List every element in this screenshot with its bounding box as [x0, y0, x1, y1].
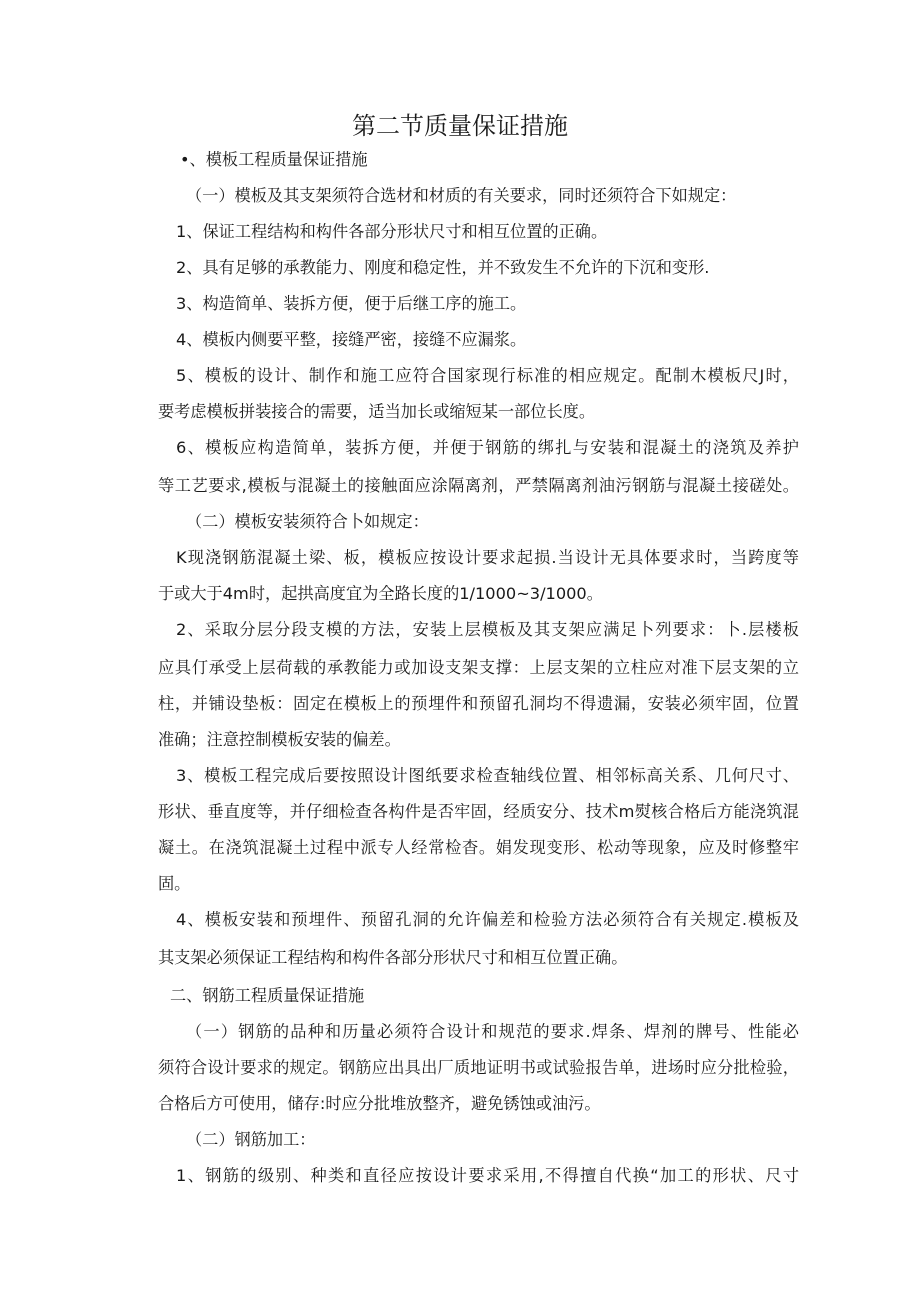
text-line: 柱，并铺设垫板：固定在模板上的预埋件和预留孔洞均不得遗漏，安装必须牢固，位置 [158, 694, 799, 713]
text-line: 4、模板安装和预埋件、预留孔洞的允许偏差和检验方法必须符合有关规定.模板及 [176, 910, 799, 929]
text-line: 要考虑模板拼装接合的需要，适当加长或缩短某一部位长度。 [158, 402, 596, 421]
text-line: 于或大于4m时，起拱高度宜为全路长度的1/1000~3/1000。 [158, 584, 603, 603]
text-line: 2、具有足够的承教能力、刚度和稳定性，并不致发生不允许的下沉和变形. [176, 258, 710, 277]
text-line: 4、模板内侧要平整，接缝严密，接缝不应漏浆。 [176, 330, 527, 349]
text-line: 3、构造简单、装拆方便，便于后继工序的施工。 [176, 294, 527, 313]
text-line: 固。 [158, 874, 191, 893]
text-line: 应具仃承受上层荷载的承教能力或加设支架支撑：上层支架的立柱应对准下层支架的立 [158, 658, 799, 677]
text-line: 等工艺要求,模板与混凝土的接触面应涂隔离剂，严禁隔离剂油污钢筋与混凝土接磋处。 [158, 476, 799, 495]
text-line: K现浇钢筋混凝土梁、板，模板应按设计要求起损.当设计无具体要求时，当跨度等 [176, 548, 799, 567]
text-line: 须符合设计要求的规定。钢筋应出具出厂质地证明书或试验报告单，进场时应分批检验， [158, 1058, 799, 1077]
text-line: •、模板工程质量保证措施 [180, 150, 368, 169]
text-line: 其支架必须保证工程结构和构件各部分形状尺寸和相互位置正确。 [158, 948, 628, 967]
text-line: 二、钢筋工程质量保证措施 [170, 986, 365, 1005]
text-line: （一）钢筋的品种和历量必须符合设计和规范的要求.焊条、焊剂的牌号、性能必 [186, 1022, 799, 1041]
text-line: （二）钢筋加工： [186, 1130, 316, 1149]
text-line: 1、钢筋的级别、种类和直径应按设计要求采用,不得擅自代换“加工的形状、尺寸 [176, 1166, 799, 1185]
text-line: 形状、垂直度等，并仔细检查各构件是否牢固，经质安分、技术m熨核合格后方能浇筑混 [158, 802, 799, 821]
text-line: 准确；注意控制模板安装的偏差。 [158, 730, 401, 749]
text-line: 5、模板的设计、制作和施工应符合国家现行标准的相应规定。配制木模板尺J时， [176, 366, 799, 385]
text-line: （一）模板及其支架须符合选材和材质的有关要求，同时还须符合下如规定： [186, 186, 737, 205]
text-line: 合格后方可使用，储存:时应分批堆放整齐，避免锈蚀或油污。 [158, 1094, 601, 1113]
text-line: 1、保证工程结构和构件各部分形状尺寸和相互位置的正确。 [176, 222, 608, 241]
text-line: 6、模板应构造简单，装拆方便，并便于钢筋的绑扎与安装和混凝土的浇筑及养护 [176, 438, 799, 457]
text-line: （二）模板安装须符合卜如规定： [186, 512, 429, 531]
page-title: 第二节质量保证措施 [352, 112, 568, 140]
text-line: 2、采取分层分段支模的方法，安装上层模板及其支架应满足卜列要求：卜.层楼板 [176, 620, 799, 639]
text-line: 3、模板工程完成后要按照设计图纸要求检查轴线位置、相邻标高关系、几何尺寸、 [176, 766, 799, 785]
text-line: 凝土。在浇筑混凝土过程中派专人经常检杳。娟发现变形、松动等现象，应及时修整牢 [158, 838, 799, 857]
